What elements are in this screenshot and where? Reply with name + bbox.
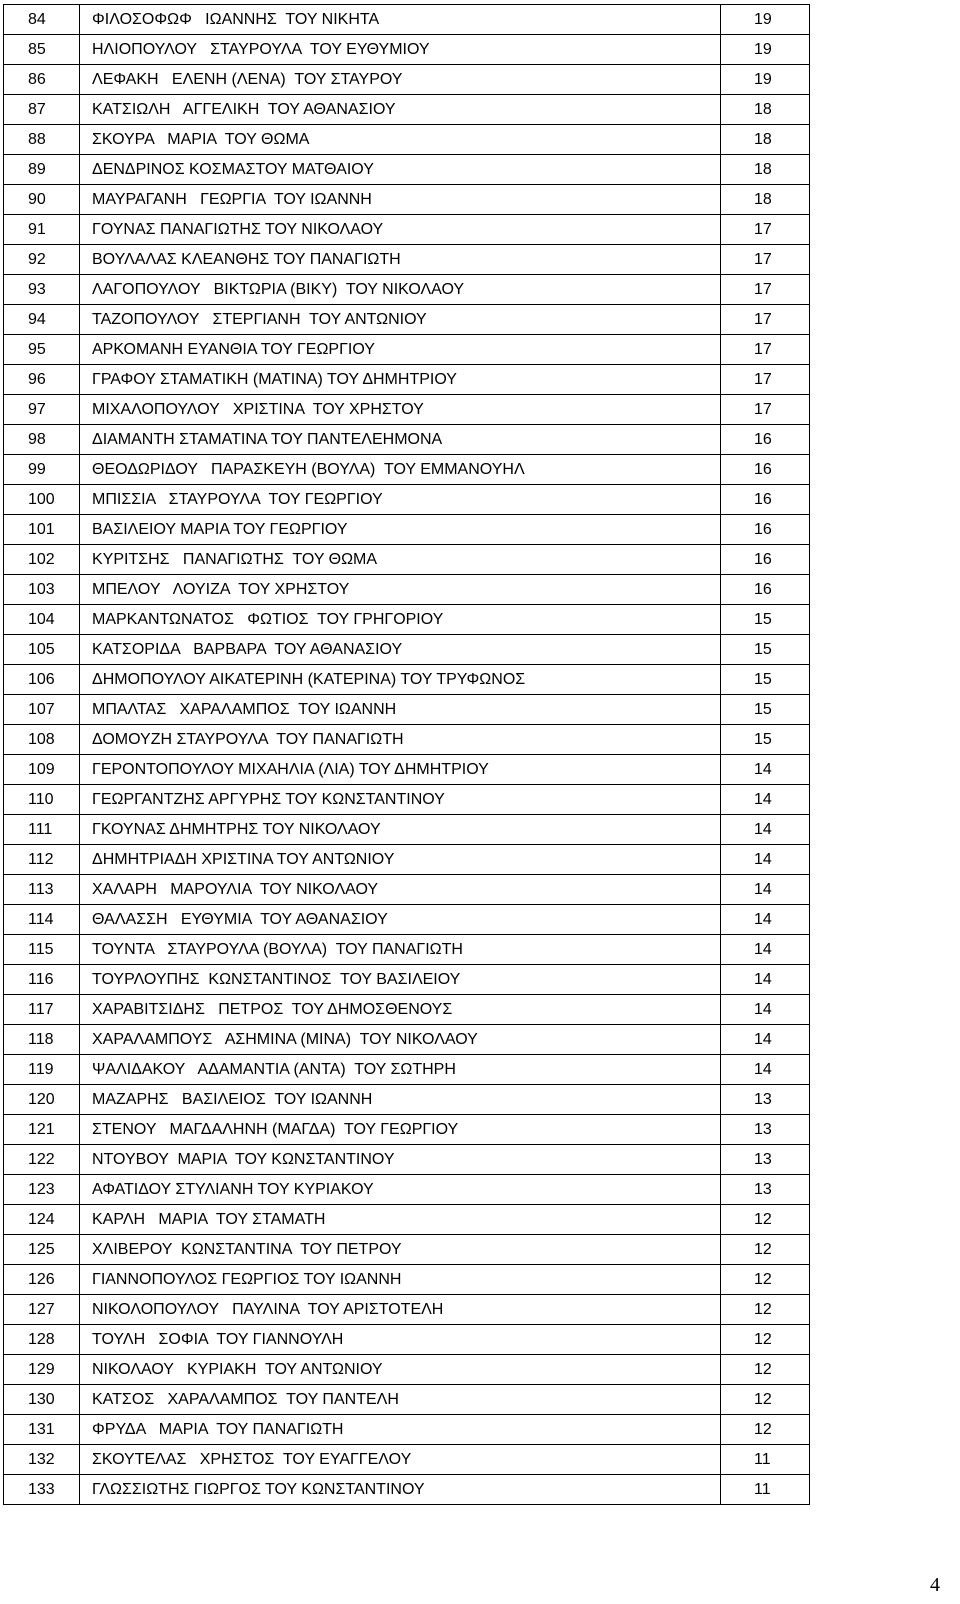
name-cell: ΛΑΓΟΠΟΥΛΟΥ ΒΙΚΤΩΡΙΑ (ΒΙΚΥ) ΤΟΥ ΝΙΚΟΛΑΟΥ [80,275,721,305]
table-row [4,425,810,455]
score-cell: 16 [721,515,810,545]
name-cell: ΑΡΚΟΜΑΝΗ ΕΥΑΝΘΙΑ ΤΟΥ ΓΕΩΡΓΙΟΥ [80,335,721,365]
score-cell: 16 [721,455,810,485]
name-cell: ΤΟΥΛΗ ΣΟΦΙΑ ΤΟΥ ΓΙΑΝΝΟΥΛΗ [80,1325,721,1355]
name-cell: ΚΑΤΣΟΡΙΔΑ ΒΑΡΒΑΡΑ ΤΟΥ ΑΘΑΝΑΣΙΟΥ [80,635,721,665]
name-cell: ΦΡΥΔΑ ΜΑΡΙΑ ΤΟΥ ΠΑΝΑΓΙΩΤΗ [80,1415,721,1445]
rank-cell: 86 [4,65,80,95]
table-row [4,65,810,95]
score-cell: 12 [721,1325,810,1355]
name-cell: ΓΕΩΡΓΑΝΤΖΗΣ ΑΡΓΥΡΗΣ ΤΟΥ ΚΩΝΣΤΑΝΤΙΝΟΥ [80,785,721,815]
rank-cell: 93 [4,275,80,305]
table-row [4,1175,810,1205]
score-cell: 17 [721,335,810,365]
table-row [4,515,810,545]
rank-cell: 117 [4,995,80,1025]
score-cell: 16 [721,485,810,515]
table-row [4,365,810,395]
rank-cell: 84 [4,5,80,35]
score-cell: 13 [721,1085,810,1115]
results-table-body [4,5,810,1505]
rank-cell: 131 [4,1415,80,1445]
score-cell: 18 [721,95,810,125]
table-row [4,35,810,65]
rank-cell: 103 [4,575,80,605]
score-cell: 15 [721,605,810,635]
name-cell: ΚΑΡΛΗ ΜΑΡΙΑ ΤΟΥ ΣΤΑΜΑΤΗ [80,1205,721,1235]
score-cell: 15 [721,695,810,725]
score-cell: 12 [721,1205,810,1235]
name-cell: ΔΕΝΔΡΙΝΟΣ ΚΟΣΜΑΣΤΟΥ ΜΑΤΘΑΙΟΥ [80,155,721,185]
rank-cell: 104 [4,605,80,635]
score-cell: 12 [721,1295,810,1325]
rank-cell: 124 [4,1205,80,1235]
table-row [4,1145,810,1175]
name-cell: ΜΠΕΛΟΥ ΛΟΥΙΖΑ ΤΟΥ ΧΡΗΣΤΟΥ [80,575,721,605]
name-cell: ΓΙΑΝΝΟΠΟΥΛΟΣ ΓΕΩΡΓΙΟΣ ΤΟΥ ΙΩΑΝΝΗ [80,1265,721,1295]
score-cell: 14 [721,935,810,965]
table-row [4,905,810,935]
table-row [4,1205,810,1235]
score-cell: 15 [721,635,810,665]
name-cell: ΝΤΟΥΒΟΥ ΜΑΡΙΑ ΤΟΥ ΚΩΝΣΤΑΝΤΙΝΟΥ [80,1145,721,1175]
rank-cell: 113 [4,875,80,905]
rank-cell: 128 [4,1325,80,1355]
rank-cell: 92 [4,245,80,275]
score-cell: 18 [721,185,810,215]
rank-cell: 115 [4,935,80,965]
rank-cell: 120 [4,1085,80,1115]
rank-cell: 89 [4,155,80,185]
table-row [4,215,810,245]
table-row [4,845,810,875]
table-row [4,995,810,1025]
rank-cell: 127 [4,1295,80,1325]
table-row [4,1415,810,1445]
table-row [4,605,810,635]
table-row [4,1055,810,1085]
name-cell: ΔΗΜΟΠΟΥΛΟΥ ΑΙΚΑΤΕΡΙΝΗ (ΚΑΤΕΡΙΝΑ) ΤΟΥ ΤΡΥΦΩΝΟΣ [80,665,721,695]
rank-cell: 98 [4,425,80,455]
score-cell: 19 [721,65,810,95]
rank-cell: 112 [4,845,80,875]
score-cell: 17 [721,305,810,335]
rank-cell: 90 [4,185,80,215]
table-row [4,1085,810,1115]
score-cell: 16 [721,545,810,575]
score-cell: 14 [721,905,810,935]
score-cell: 14 [721,755,810,785]
name-cell: ΝΙΚΟΛΟΠΟΥΛΟΥ ΠΑΥΛΙΝΑ ΤΟΥ ΑΡΙΣΤΟΤΕΛΗ [80,1295,721,1325]
score-cell: 13 [721,1175,810,1205]
table-row [4,155,810,185]
table-row [4,665,810,695]
name-cell: ΦΙΛΟΣΟΦΩΦ ΙΩΑΝΝΗΣ ΤΟΥ ΝΙΚΗΤΑ [80,5,721,35]
name-cell: ΚΑΤΣΟΣ ΧΑΡΑΛΑΜΠΟΣ ΤΟΥ ΠΑΝΤΕΛΗ [80,1385,721,1415]
score-cell: 17 [721,395,810,425]
name-cell: ΔΗΜΗΤΡΙΑΔΗ ΧΡΙΣΤΙΝΑ ΤΟΥ ΑΝΤΩΝΙΟΥ [80,845,721,875]
name-cell: ΔΙΑΜΑΝΤΗ ΣΤΑΜΑΤΙΝΑ ΤΟΥ ΠΑΝΤΕΛΕΗΜΟΝΑ [80,425,721,455]
score-cell: 12 [721,1235,810,1265]
table-row [4,185,810,215]
rank-cell: 130 [4,1385,80,1415]
score-cell: 16 [721,575,810,605]
name-cell: ΧΑΡΑΒΙΤΣΙΔΗΣ ΠΕΤΡΟΣ ΤΟΥ ΔΗΜΟΣΘΕΝΟΥΣ [80,995,721,1025]
score-cell: 14 [721,965,810,995]
score-cell: 14 [721,875,810,905]
rank-cell: 106 [4,665,80,695]
name-cell: ΜΑΥΡΑΓΑΝΗ ΓΕΩΡΓΙΑ ΤΟΥ ΙΩΑΝΝΗ [80,185,721,215]
rank-cell: 95 [4,335,80,365]
table-row [4,1025,810,1055]
score-cell: 14 [721,815,810,845]
score-cell: 17 [721,365,810,395]
score-cell: 15 [721,665,810,695]
table-row [4,965,810,995]
rank-cell: 116 [4,965,80,995]
rank-cell: 119 [4,1055,80,1085]
name-cell: ΜΙΧΑΛΟΠΟΥΛΟΥ ΧΡΙΣΤΙΝΑ ΤΟΥ ΧΡΗΣΤΟΥ [80,395,721,425]
name-cell: ΓΚΟΥΝΑΣ ΔΗΜΗΤΡΗΣ ΤΟΥ ΝΙΚΟΛΑΟΥ [80,815,721,845]
name-cell: ΧΑΛΑΡΗ ΜΑΡΟΥΛΙΑ ΤΟΥ ΝΙΚΟΛΑΟΥ [80,875,721,905]
table-row [4,5,810,35]
score-cell: 16 [721,425,810,455]
name-cell: ΜΠΙΣΣΙΑ ΣΤΑΥΡΟΥΛΑ ΤΟΥ ΓΕΩΡΓΙΟΥ [80,485,721,515]
rank-cell: 100 [4,485,80,515]
table-row [4,575,810,605]
rank-cell: 110 [4,785,80,815]
table-row [4,125,810,155]
table-row [4,815,810,845]
name-cell: ΒΟΥΛΑΛΑΣ ΚΛΕΑΝΘΗΣ ΤΟΥ ΠΑΝΑΓΙΩΤΗ [80,245,721,275]
rank-cell: 107 [4,695,80,725]
name-cell: ΚΑΤΣΙΩΛΗ ΑΓΓΕΛΙΚΗ ΤΟΥ ΑΘΑΝΑΣΙΟΥ [80,95,721,125]
rank-cell: 88 [4,125,80,155]
rank-cell: 126 [4,1265,80,1295]
score-cell: 17 [721,215,810,245]
score-cell: 19 [721,5,810,35]
name-cell: ΜΑΖΑΡΗΣ ΒΑΣΙΛΕΙΟΣ ΤΟΥ ΙΩΑΝΝΗ [80,1085,721,1115]
name-cell: ΓΡΑΦΟΥ ΣΤΑΜΑΤΙΚΗ (ΜΑΤΙΝΑ) ΤΟΥ ΔΗΜΗΤΡΙΟΥ [80,365,721,395]
rank-cell: 121 [4,1115,80,1145]
table-row [4,1355,810,1385]
name-cell: ΚΥΡΙΤΣΗΣ ΠΑΝΑΓΙΩΤΗΣ ΤΟΥ ΘΩΜΑ [80,545,721,575]
score-cell: 19 [721,35,810,65]
name-cell: ΗΛΙΟΠΟΥΛΟΥ ΣΤΑΥΡΟΥΛΑ ΤΟΥ ΕΥΘΥΜΙΟΥ [80,35,721,65]
name-cell: ΒΑΣΙΛΕΙΟΥ ΜΑΡΙΑ ΤΟΥ ΓΕΩΡΓΙΟΥ [80,515,721,545]
rank-cell: 133 [4,1475,80,1505]
rank-cell: 114 [4,905,80,935]
score-cell: 15 [721,725,810,755]
table-row [4,395,810,425]
score-cell: 12 [721,1355,810,1385]
name-cell: ΘΕΟΔΩΡΙΔΟΥ ΠΑΡΑΣΚΕΥΗ (ΒΟΥΛΑ) ΤΟΥ ΕΜΜΑΝΟΥΗΛ [80,455,721,485]
score-cell: 13 [721,1115,810,1145]
rank-cell: 129 [4,1355,80,1385]
name-cell: ΑΦΑΤΙΔΟΥ ΣΤΥΛΙΑΝΗ ΤΟΥ ΚΥΡΙΑΚΟΥ [80,1175,721,1205]
name-cell: ΤΟΥΝΤΑ ΣΤΑΥΡΟΥΛΑ (ΒΟΥΛΑ) ΤΟΥ ΠΑΝΑΓΙΩΤΗ [80,935,721,965]
score-cell: 17 [721,275,810,305]
score-cell: 11 [721,1475,810,1505]
name-cell: ΜΠΑΛΤΑΣ ΧΑΡΑΛΑΜΠΟΣ ΤΟΥ ΙΩΑΝΝΗ [80,695,721,725]
name-cell: ΓΛΩΣΣΙΩΤΗΣ ΓΙΩΡΓΟΣ ΤΟΥ ΚΩΝΣΤΑΝΤΙΝΟΥ [80,1475,721,1505]
rank-cell: 85 [4,35,80,65]
score-cell: 12 [721,1385,810,1415]
rank-cell: 118 [4,1025,80,1055]
name-cell: ΓΟΥΝΑΣ ΠΑΝΑΓΙΩΤΗΣ ΤΟΥ ΝΙΚΟΛΑΟΥ [80,215,721,245]
rank-cell: 96 [4,365,80,395]
table-row [4,1475,810,1505]
table-row [4,875,810,905]
rank-cell: 123 [4,1175,80,1205]
name-cell: ΣΤΕΝΟΥ ΜΑΓΔΑΛΗΝΗ (ΜΑΓΔΑ) ΤΟΥ ΓΕΩΡΓΙΟΥ [80,1115,721,1145]
score-cell: 17 [721,245,810,275]
page-number: 4 [930,1574,940,1596]
table-row [4,1115,810,1145]
name-cell: ΜΑΡΚΑΝΤΩΝΑΤΟΣ ΦΩΤΙΟΣ ΤΟΥ ΓΡΗΓΟΡΙΟΥ [80,605,721,635]
rank-cell: 101 [4,515,80,545]
score-cell: 11 [721,1445,810,1475]
table-row [4,935,810,965]
rank-cell: 109 [4,755,80,785]
table-row [4,275,810,305]
name-cell: ΨΑΛΙΔΑΚΟΥ ΑΔΑΜΑΝΤΙΑ (ΑΝΤΑ) ΤΟΥ ΣΩΤΗΡΗ [80,1055,721,1085]
rank-cell: 111 [4,815,80,845]
rank-cell: 94 [4,305,80,335]
rank-cell: 87 [4,95,80,125]
name-cell: ΛΕΦΑΚΗ ΕΛΕΝΗ (ΛΕΝΑ) ΤΟΥ ΣΤΑΥΡΟΥ [80,65,721,95]
name-cell: ΣΚΟΥΡΑ ΜΑΡΙΑ ΤΟΥ ΘΩΜΑ [80,125,721,155]
rank-cell: 105 [4,635,80,665]
score-cell: 14 [721,1055,810,1085]
rank-cell: 122 [4,1145,80,1175]
name-cell: ΣΚΟΥΤΕΛΑΣ ΧΡΗΣΤΟΣ ΤΟΥ ΕΥΑΓΓΕΛΟΥ [80,1445,721,1475]
table-row [4,635,810,665]
name-cell: ΤΟΥΡΛΟΥΠΗΣ ΚΩΝΣΤΑΝΤΙΝΟΣ ΤΟΥ ΒΑΣΙΛΕΙΟΥ [80,965,721,995]
rank-cell: 132 [4,1445,80,1475]
table-row [4,755,810,785]
name-cell: ΓΕΡΟΝΤΟΠΟΥΛΟΥ ΜΙΧΑΗΛΙΑ (ΛΙΑ) ΤΟΥ ΔΗΜΗΤΡΙΟΥ [80,755,721,785]
score-cell: 14 [721,785,810,815]
name-cell: ΧΛΙΒΕΡΟΥ ΚΩΝΣΤΑΝΤΙΝΑ ΤΟΥ ΠΕΤΡΟΥ [80,1235,721,1265]
name-cell: ΤΑΖΟΠΟΥΛΟΥ ΣΤΕΡΓΙΑΝΗ ΤΟΥ ΑΝΤΩΝΙΟΥ [80,305,721,335]
score-cell: 18 [721,125,810,155]
table-row [4,1445,810,1475]
table-row [4,95,810,125]
score-cell: 14 [721,995,810,1025]
name-cell: ΧΑΡΑΛΑΜΠΟΥΣ ΑΣΗΜΙΝΑ (ΜΙΝΑ) ΤΟΥ ΝΙΚΟΛΑΟΥ [80,1025,721,1055]
table-row [4,1235,810,1265]
score-cell: 14 [721,845,810,875]
name-cell: ΘΑΛΑΣΣΗ ΕΥΘΥΜΙΑ ΤΟΥ ΑΘΑΝΑΣΙΟΥ [80,905,721,935]
table-row [4,1265,810,1295]
score-cell: 12 [721,1415,810,1445]
table-row [4,785,810,815]
rank-cell: 102 [4,545,80,575]
results-table [3,4,810,1505]
table-row [4,245,810,275]
rank-cell: 91 [4,215,80,245]
rank-cell: 97 [4,395,80,425]
table-row [4,455,810,485]
score-cell: 18 [721,155,810,185]
table-row [4,1385,810,1415]
score-cell: 12 [721,1265,810,1295]
table-row [4,725,810,755]
name-cell: ΝΙΚΟΛΑΟΥ ΚΥΡΙΑΚΗ ΤΟΥ ΑΝΤΩΝΙΟΥ [80,1355,721,1385]
score-cell: 13 [721,1145,810,1175]
table-row [4,335,810,365]
rank-cell: 108 [4,725,80,755]
score-cell: 14 [721,1025,810,1055]
table-row [4,485,810,515]
name-cell: ΔΟΜΟΥΖΗ ΣΤΑΥΡΟΥΛΑ ΤΟΥ ΠΑΝΑΓΙΩΤΗ [80,725,721,755]
table-row [4,305,810,335]
rank-cell: 99 [4,455,80,485]
table-row [4,1325,810,1355]
table-row [4,1295,810,1325]
table-row [4,695,810,725]
rank-cell: 125 [4,1235,80,1265]
table-row [4,545,810,575]
